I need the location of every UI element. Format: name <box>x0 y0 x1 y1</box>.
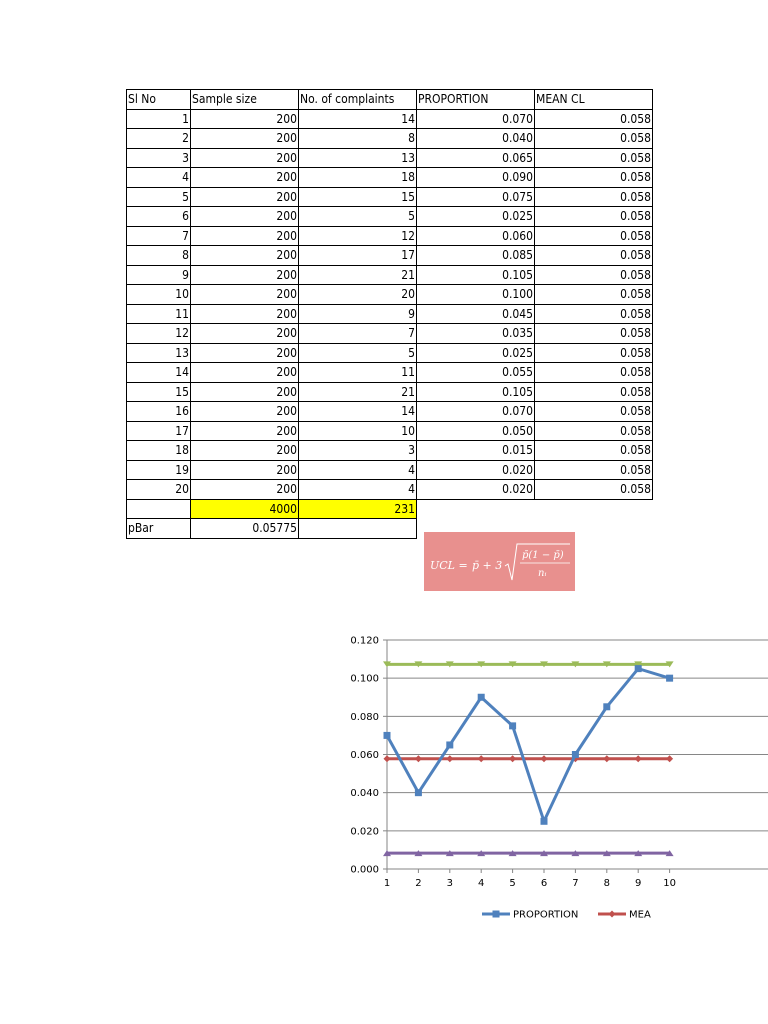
y-tick-label: 0.100 <box>350 673 379 685</box>
empty-cell <box>299 519 417 539</box>
table-row <box>127 168 653 188</box>
data-point <box>666 675 673 682</box>
x-tick-label: 2 <box>415 878 422 889</box>
table-cell: 200 <box>191 187 299 207</box>
table-cell: 0.105 <box>417 382 535 402</box>
table-cell: 200 <box>191 148 299 168</box>
table-row <box>127 246 653 266</box>
data-point <box>635 755 642 762</box>
table-row <box>127 109 653 129</box>
table-cell: 7 <box>127 226 191 246</box>
table-cell: 0.058 <box>535 421 653 441</box>
table-row <box>127 441 653 461</box>
x-tick-label: 9 <box>635 878 642 889</box>
table-cell: 0.035 <box>417 324 535 344</box>
table-cell: 200 <box>191 324 299 344</box>
table-cell: 0.058 <box>535 382 653 402</box>
table-row <box>127 148 653 168</box>
table-cell: 0.015 <box>417 441 535 461</box>
table-cell: 3 <box>127 148 191 168</box>
data-point <box>415 755 422 762</box>
total-complaints: 231 <box>299 499 417 519</box>
column-header: PROPORTION <box>417 90 535 110</box>
table-cell: 0.040 <box>417 129 535 149</box>
y-tick-label: 0.040 <box>350 788 379 800</box>
table-cell: 200 <box>191 382 299 402</box>
legend-item-proportion <box>482 910 578 921</box>
formula-lhs: UCL = <box>430 559 468 572</box>
table-cell: 0.058 <box>535 168 653 188</box>
table-cell: 0.050 <box>417 421 535 441</box>
table-cell: 9 <box>299 304 417 324</box>
x-tick-label: 6 <box>540 878 548 889</box>
legend-marker <box>609 911 616 918</box>
table-cell: 200 <box>191 421 299 441</box>
formula-denominator: nᵢ <box>538 568 547 579</box>
data-point <box>446 741 453 748</box>
column-header: Sample size <box>191 90 299 110</box>
x-tick-label: 7 <box>572 878 579 889</box>
table-cell: 8 <box>299 129 417 149</box>
table-cell: 200 <box>191 265 299 285</box>
table-cell: 0.058 <box>535 441 653 461</box>
table-row <box>127 265 653 285</box>
table-cell: 0.058 <box>535 343 653 363</box>
table-cell: 200 <box>191 285 299 305</box>
table-cell: 200 <box>191 304 299 324</box>
table-cell: 200 <box>191 460 299 480</box>
table-cell: 200 <box>191 109 299 129</box>
data-point <box>446 755 453 762</box>
table-row <box>127 460 653 480</box>
table-cell: 0.058 <box>535 246 653 266</box>
table-cell: 0.058 <box>535 304 653 324</box>
table-header-row <box>127 90 653 110</box>
table-cell: 14 <box>299 109 417 129</box>
table-cell: 0.058 <box>535 129 653 149</box>
table-cell: 11 <box>127 304 191 324</box>
table-cell: 14 <box>299 402 417 422</box>
control-chart <box>330 620 768 940</box>
x-tick-label: 5 <box>509 878 516 889</box>
table-cell: 12 <box>127 324 191 344</box>
total-sample-size: 4000 <box>191 499 299 519</box>
data-point <box>384 755 391 762</box>
table-cell: 0.075 <box>417 187 535 207</box>
table-cell: 200 <box>191 363 299 383</box>
table-row <box>127 363 653 383</box>
table-cell: 4 <box>127 168 191 188</box>
table-cell: 0.058 <box>535 148 653 168</box>
table-cell: 0.085 <box>417 246 535 266</box>
table-row <box>127 382 653 402</box>
table-cell: 21 <box>299 265 417 285</box>
ucl-formula-box <box>424 532 575 591</box>
table-cell: 0.100 <box>417 285 535 305</box>
data-point <box>478 694 485 701</box>
data-point <box>541 818 548 825</box>
table-cell: 3 <box>299 441 417 461</box>
table-row <box>127 304 653 324</box>
table-cell: 1 <box>127 109 191 129</box>
data-point <box>603 755 610 762</box>
table-cell: 4 <box>299 480 417 500</box>
formula-numerator: p̄(1 − p̄) <box>522 550 564 561</box>
table-cell: 20 <box>127 480 191 500</box>
table-cell: 0.058 <box>535 402 653 422</box>
series-2 <box>383 661 674 667</box>
chart-gridlines <box>387 640 768 831</box>
y-tick-label: 0.020 <box>350 826 379 838</box>
table-cell: 7 <box>299 324 417 344</box>
table-cell: 200 <box>191 246 299 266</box>
table-cell: 15 <box>127 382 191 402</box>
series-3 <box>383 850 674 856</box>
chart-legend <box>482 910 651 921</box>
table-cell: 0.058 <box>535 363 653 383</box>
table-cell: 5 <box>299 207 417 227</box>
table-cell: 0.058 <box>535 480 653 500</box>
table-cell: 0.065 <box>417 148 535 168</box>
table-cell: 200 <box>191 343 299 363</box>
table-cell: 15 <box>299 187 417 207</box>
table-cell: 6 <box>127 207 191 227</box>
table-cell: 18 <box>127 441 191 461</box>
empty-cell <box>127 499 191 519</box>
legend-marker <box>493 911 500 918</box>
table-cell: 200 <box>191 129 299 149</box>
blank-cell <box>417 499 535 519</box>
table-cell: 0.105 <box>417 265 535 285</box>
data-point <box>541 755 548 762</box>
series-1 <box>384 755 674 762</box>
ucl-formula <box>424 532 575 591</box>
table-row <box>127 324 653 344</box>
data-point <box>666 755 673 762</box>
table-cell: 13 <box>299 148 417 168</box>
table-cell: 0.020 <box>417 480 535 500</box>
blank-cell <box>535 499 653 519</box>
y-tick-label: 0.080 <box>350 711 379 723</box>
table-cell: 5 <box>299 343 417 363</box>
table-cell: 0.058 <box>535 265 653 285</box>
table-row <box>127 129 653 149</box>
table-cell: 16 <box>127 402 191 422</box>
legend-label: PROPORTION <box>513 909 579 921</box>
table-cell: 0.090 <box>417 168 535 188</box>
table-cell: 21 <box>299 382 417 402</box>
table-row <box>127 285 653 305</box>
table-cell: 4 <box>299 460 417 480</box>
table-cell: 5 <box>127 187 191 207</box>
legend-label: MEA <box>629 909 651 921</box>
table-cell: 200 <box>191 226 299 246</box>
data-point <box>635 665 642 672</box>
table-cell: 11 <box>299 363 417 383</box>
table-row <box>127 402 653 422</box>
table-cell: 200 <box>191 480 299 500</box>
x-tick-label: 8 <box>603 878 610 889</box>
table-cell: 0.070 <box>417 109 535 129</box>
chart-series <box>383 661 674 856</box>
x-tick-label: 4 <box>478 878 485 889</box>
table-cell: 200 <box>191 402 299 422</box>
table-cell: 0.058 <box>535 285 653 305</box>
series-line <box>387 669 670 822</box>
table-cell: 10 <box>127 285 191 305</box>
y-tick-label: 0.120 <box>350 635 379 647</box>
table-cell: 0.045 <box>417 304 535 324</box>
x-tick-label: 1 <box>383 878 391 889</box>
table-row <box>127 207 653 227</box>
table-cell: 9 <box>127 265 191 285</box>
y-tick-label: 0.000 <box>350 864 379 876</box>
table-cell: 0.025 <box>417 343 535 363</box>
column-header: Sl No <box>127 90 191 110</box>
data-point <box>603 703 610 710</box>
table-cell: 0.058 <box>535 207 653 227</box>
table-cell: 18 <box>299 168 417 188</box>
pbar-value: 0.05775 <box>191 519 299 539</box>
table-cell: 200 <box>191 207 299 227</box>
pbar-label: pBar <box>127 519 191 539</box>
table-cell: 0.070 <box>417 402 535 422</box>
table-cell: 8 <box>127 246 191 266</box>
table-cell: 0.058 <box>535 109 653 129</box>
data-point <box>384 732 391 739</box>
table-cell: 0.060 <box>417 226 535 246</box>
table-row <box>127 343 653 363</box>
table-cell: 13 <box>127 343 191 363</box>
series-0 <box>384 665 674 825</box>
table-cell: 0.058 <box>535 226 653 246</box>
y-tick-label: 0.060 <box>350 750 379 761</box>
data-point <box>509 755 516 762</box>
table-cell: 200 <box>191 441 299 461</box>
table-row <box>127 480 653 500</box>
table-cell: 0.020 <box>417 460 535 480</box>
table-cell: 19 <box>127 460 191 480</box>
table-cell: 17 <box>299 246 417 266</box>
data-point <box>572 751 579 758</box>
table-cell: 0.025 <box>417 207 535 227</box>
table-cell: 12 <box>299 226 417 246</box>
formula-pbar: p̄ + 3 <box>472 559 503 572</box>
table-cell: 200 <box>191 168 299 188</box>
table-cell: 14 <box>127 363 191 383</box>
table-row <box>127 421 653 441</box>
table-cell: 2 <box>127 129 191 149</box>
table-cell: 0.058 <box>535 187 653 207</box>
chart-axes <box>350 636 768 890</box>
table-cell: 10 <box>299 421 417 441</box>
data-point <box>478 755 485 762</box>
data-point <box>509 722 516 729</box>
x-tick-label: 10 <box>663 878 676 889</box>
x-tick-label: 3 <box>446 878 453 889</box>
data-table <box>126 89 653 539</box>
table-cell: 17 <box>127 421 191 441</box>
table-cell: 20 <box>299 285 417 305</box>
table-row <box>127 187 653 207</box>
column-header: MEAN CL <box>535 90 653 110</box>
legend-item-mean <box>598 910 651 921</box>
data-point <box>415 789 422 796</box>
column-header: No. of complaints <box>299 90 417 110</box>
totals-row <box>127 499 653 519</box>
table-cell: 0.058 <box>535 324 653 344</box>
table-cell: 0.055 <box>417 363 535 383</box>
table-row <box>127 226 653 246</box>
table-cell: 0.058 <box>535 460 653 480</box>
